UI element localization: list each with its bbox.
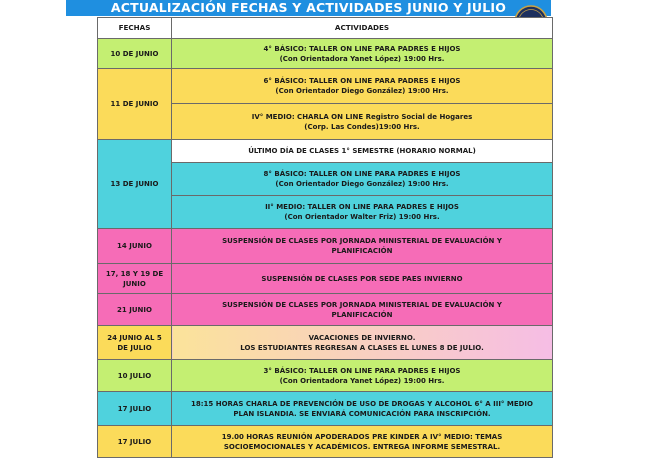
activity-line: SUSPENSIÓN DE CLASES POR JORNADA MINISTERIAL DE EVALUACIÓN Y	[222, 300, 502, 309]
activity-line: 3° BÁSICO: TALLER ON LINE PARA PADRES E HIJOS	[263, 366, 461, 375]
table-row	[98, 326, 553, 360]
activity-line: II° MEDIO: TALLER ON LINE PARA PADRES E HIJOS	[265, 203, 459, 211]
activity-cell	[172, 69, 553, 104]
activity-line: 8° BÁSICO: TALLER ON LINE PARA PADRES E HIJOS	[263, 170, 461, 178]
activity-line: (Con Orientadora Yanet López) 19:00 Hrs.	[279, 54, 445, 63]
table-row	[98, 392, 553, 426]
activity-cell	[172, 229, 553, 264]
table-row	[98, 294, 553, 326]
table-row	[98, 426, 553, 458]
date-cell: 17 JULIO	[98, 392, 172, 426]
activity-cell	[172, 426, 553, 458]
table-row	[98, 229, 553, 264]
table-row	[98, 360, 553, 392]
date-cell: 10 JULIO	[98, 360, 172, 392]
activity-line: 6° BÁSICO: TALLER ON LINE PARA PADRES E HIJOS	[263, 77, 461, 85]
date-cell: 11 DE JUNIO	[98, 69, 172, 140]
activity-line: (Con Orientador Diego González) 19:00 Hrs.	[275, 87, 449, 95]
activity-line: PLAN ISLANDIA. SE ENVIARÁ COMUNICACIÓN PARA INSCRIPCIÓN.	[233, 409, 491, 418]
activity-line: PLANIFICACIÓN	[331, 310, 393, 319]
activity-line: (Corp. Las Condes)19:00 Hrs.	[304, 122, 420, 131]
activity-cell	[172, 294, 553, 326]
activity-cell	[172, 392, 553, 426]
activity-column-header: ACTIVIDADES	[172, 18, 553, 39]
activity-line: (Con Orientador Walter Friz) 19:00 Hrs.	[284, 213, 440, 221]
activity-line: VACACIONES DE INVIERNO.	[308, 333, 416, 342]
activity-cell	[172, 326, 553, 360]
activity-line: SUSPENSIÓN DE CLASES POR SEDE PAES INVIERNO	[261, 274, 463, 283]
activity-line: 19.00 HORAS REUNIÓN APODERADOS PRE KINDER A IV° MEDIO: TEMAS	[221, 432, 503, 441]
activity-line: LOS ESTUDIANTES REGRESAN A CLASES EL LUNES 8 DE JULIO.	[240, 343, 484, 352]
activity-line: 4° BÁSICO: TALLER ON LINE PARA PADRES E HIJOS	[263, 44, 461, 53]
activity-line: 18:15 HORAS CHARLA DE PREVENCIÓN DE USO DE DROGAS Y ALCOHOL 6° A III° MEDIO	[191, 399, 533, 408]
activities-table	[97, 17, 553, 458]
activity-cell	[172, 163, 553, 196]
activity-line: PLANIFICACIÓN	[331, 247, 393, 255]
activity-line: IV° MEDIO: CHARLA ON LINE Registro Social de Hogares	[251, 112, 473, 121]
date-cell: 10 DE JUNIO	[98, 39, 172, 69]
activity-line: ÚLTIMO DÍA DE CLASES 1° SEMESTRE (HORARIO NORMAL)	[248, 147, 476, 155]
activity-cell	[172, 360, 553, 392]
date-cell: 14 JUNIO	[98, 229, 172, 264]
activity-cell	[172, 140, 553, 163]
activity-cell	[172, 196, 553, 229]
activity-line: (Con Orientadora Yanet López) 19:00 Hrs.	[279, 376, 445, 385]
date-cell: 13 DE JUNIO	[98, 140, 172, 229]
date-cell: 17, 18 Y 19 DE JUNIO	[98, 264, 172, 294]
table-header-row	[98, 18, 553, 39]
date-cell: 24 JUNIO AL 5 DE JULIO	[98, 326, 172, 360]
date-column-header: FECHAS	[98, 18, 172, 39]
activity-line: (Con Orientador Diego González) 19:00 Hrs.	[275, 180, 449, 188]
table-row	[98, 39, 553, 69]
table-row	[98, 140, 553, 163]
activity-cell	[172, 264, 553, 294]
table-row	[98, 69, 553, 104]
page-title: ACTUALIZACIÓN FECHAS Y ACTIVIDADES JUNIO Y JULIO	[66, 0, 551, 16]
activity-line: SOCIOEMOCIONALES Y ACADÉMICOS. ENTREGA INFORME SEMESTRAL.	[223, 442, 501, 451]
activity-cell	[172, 104, 553, 140]
table-row	[98, 264, 553, 294]
date-cell: 21 JUNIO	[98, 294, 172, 326]
activity-cell	[172, 39, 553, 69]
date-cell: 17 JULIO	[98, 426, 172, 458]
activity-line: SUSPENSIÓN DE CLASES POR JORNADA MINISTERIAL DE EVALUACIÓN Y	[222, 237, 502, 245]
